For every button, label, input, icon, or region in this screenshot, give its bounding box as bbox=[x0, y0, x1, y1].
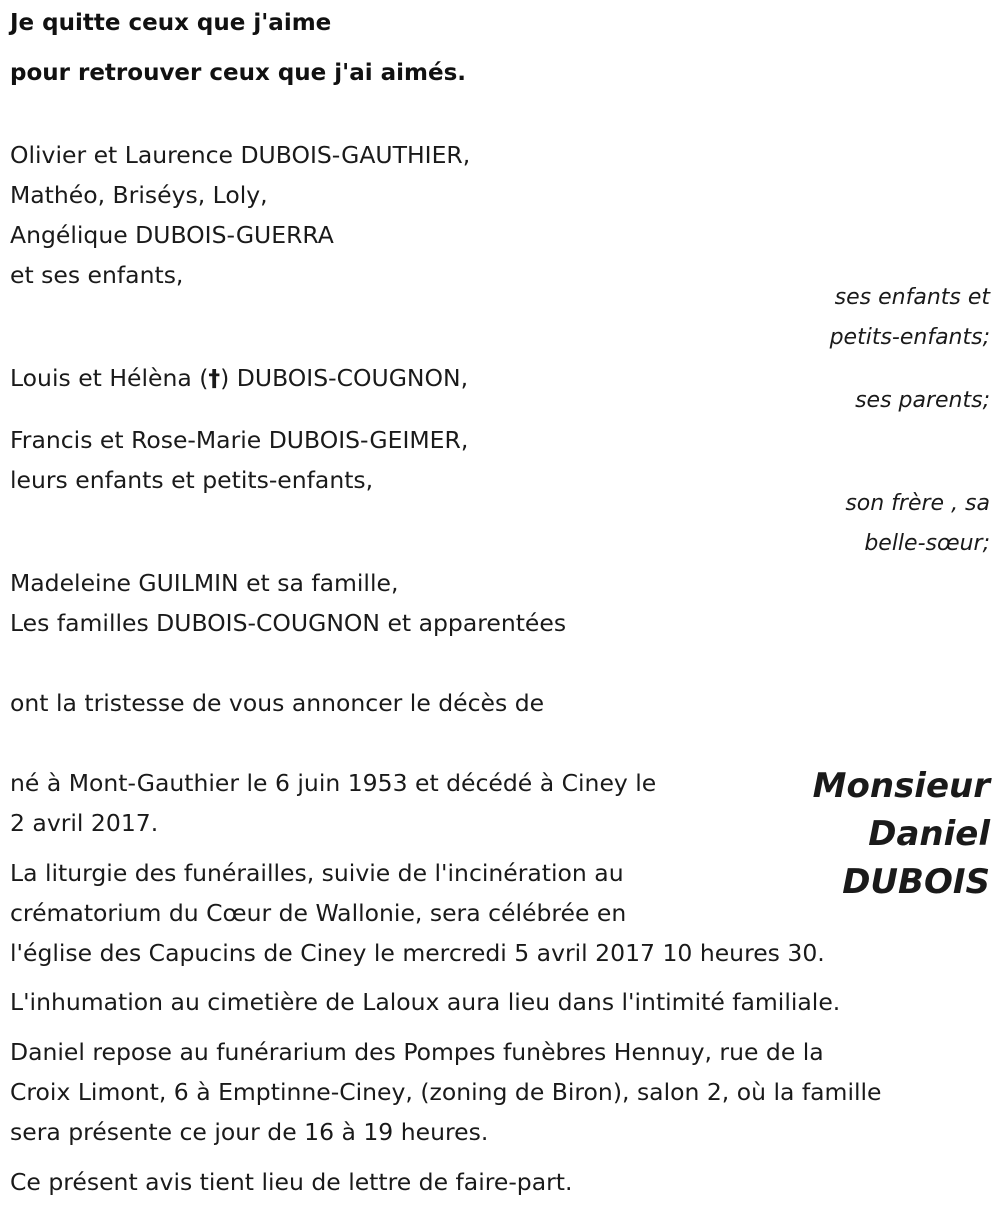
deceased-last-name: DUBOIS bbox=[842, 862, 990, 902]
burial-text: L'inhumation au cimetière de Laloux aura lieu dans l'intimité familiale. bbox=[10, 988, 841, 1016]
deceased-name bbox=[813, 762, 990, 906]
epigraph-line-1: Je quitte ceux que j'aime bbox=[10, 10, 332, 36]
siblings-line-2: leurs enfants et petits-enfants, bbox=[10, 466, 374, 494]
others-line-1: Madeleine GUILMIN et sa famille, bbox=[10, 569, 399, 597]
cross-icon: † bbox=[208, 364, 221, 392]
children-line-3: Angélique DUBOIS-GUERRA bbox=[10, 221, 334, 249]
deceased-title: Monsieur bbox=[812, 766, 990, 806]
viewing-line-2: Croix Limont, 6 à Emptinne-Ciney, (zoning de Biron), salon 2, où la famille bbox=[10, 1078, 882, 1106]
siblings-role-line-1: son frère , sa bbox=[845, 491, 990, 516]
epigraph-line-2: pour retrouver ceux que j'ai aimés. bbox=[10, 60, 467, 86]
liturgy-line-3: l'église des Capucins de Ciney le mercredi 5 avril 2017 10 heures 30. bbox=[10, 939, 825, 967]
birth-death-line-1: né à Mont-Gauthier le 6 juin 1953 et décédé à Ciney le bbox=[10, 769, 657, 797]
others-line-2: Les familles DUBOIS-COUGNON et apparentées bbox=[10, 609, 567, 637]
liturgy-line-1: La liturgie des funérailles, suivie de l'incinération au bbox=[10, 859, 624, 887]
children-role-line-2: petits-enfants; bbox=[829, 325, 990, 350]
viewing-line-1: Daniel repose au funérarium des Pompes funèbres Hennuy, rue de la bbox=[10, 1038, 824, 1066]
closing-text: Ce présent avis tient lieu de lettre de faire-part. bbox=[10, 1168, 573, 1196]
parents-role: ses parents; bbox=[855, 388, 990, 413]
liturgy-line-2: crématorium du Cœur de Wallonie, sera célébrée en bbox=[10, 899, 627, 927]
parents-suffix: ) DUBOIS-COUGNON, bbox=[220, 364, 469, 392]
birth-death-line-2: 2 avril 2017. bbox=[10, 809, 159, 837]
children-line-4: et ses enfants, bbox=[10, 261, 184, 289]
parents-prefix: Louis et Hélèna ( bbox=[10, 364, 209, 392]
children-line-1: Olivier et Laurence DUBOIS-GAUTHIER, bbox=[10, 141, 471, 169]
parents-line bbox=[10, 358, 468, 398]
viewing-line-3: sera présente ce jour de 16 à 19 heures. bbox=[10, 1118, 489, 1146]
announcement: ont la tristesse de vous annoncer le décès de bbox=[10, 689, 545, 717]
deceased-first-name: Daniel bbox=[868, 814, 990, 854]
children-line-2: Mathéo, Briséys, Loly, bbox=[10, 181, 268, 209]
siblings-role-line-2: belle-sœur; bbox=[864, 531, 990, 556]
children-role-line-1: ses enfants et bbox=[834, 285, 990, 310]
siblings-line-1: Francis et Rose-Marie DUBOIS-GEIMER, bbox=[10, 426, 469, 454]
